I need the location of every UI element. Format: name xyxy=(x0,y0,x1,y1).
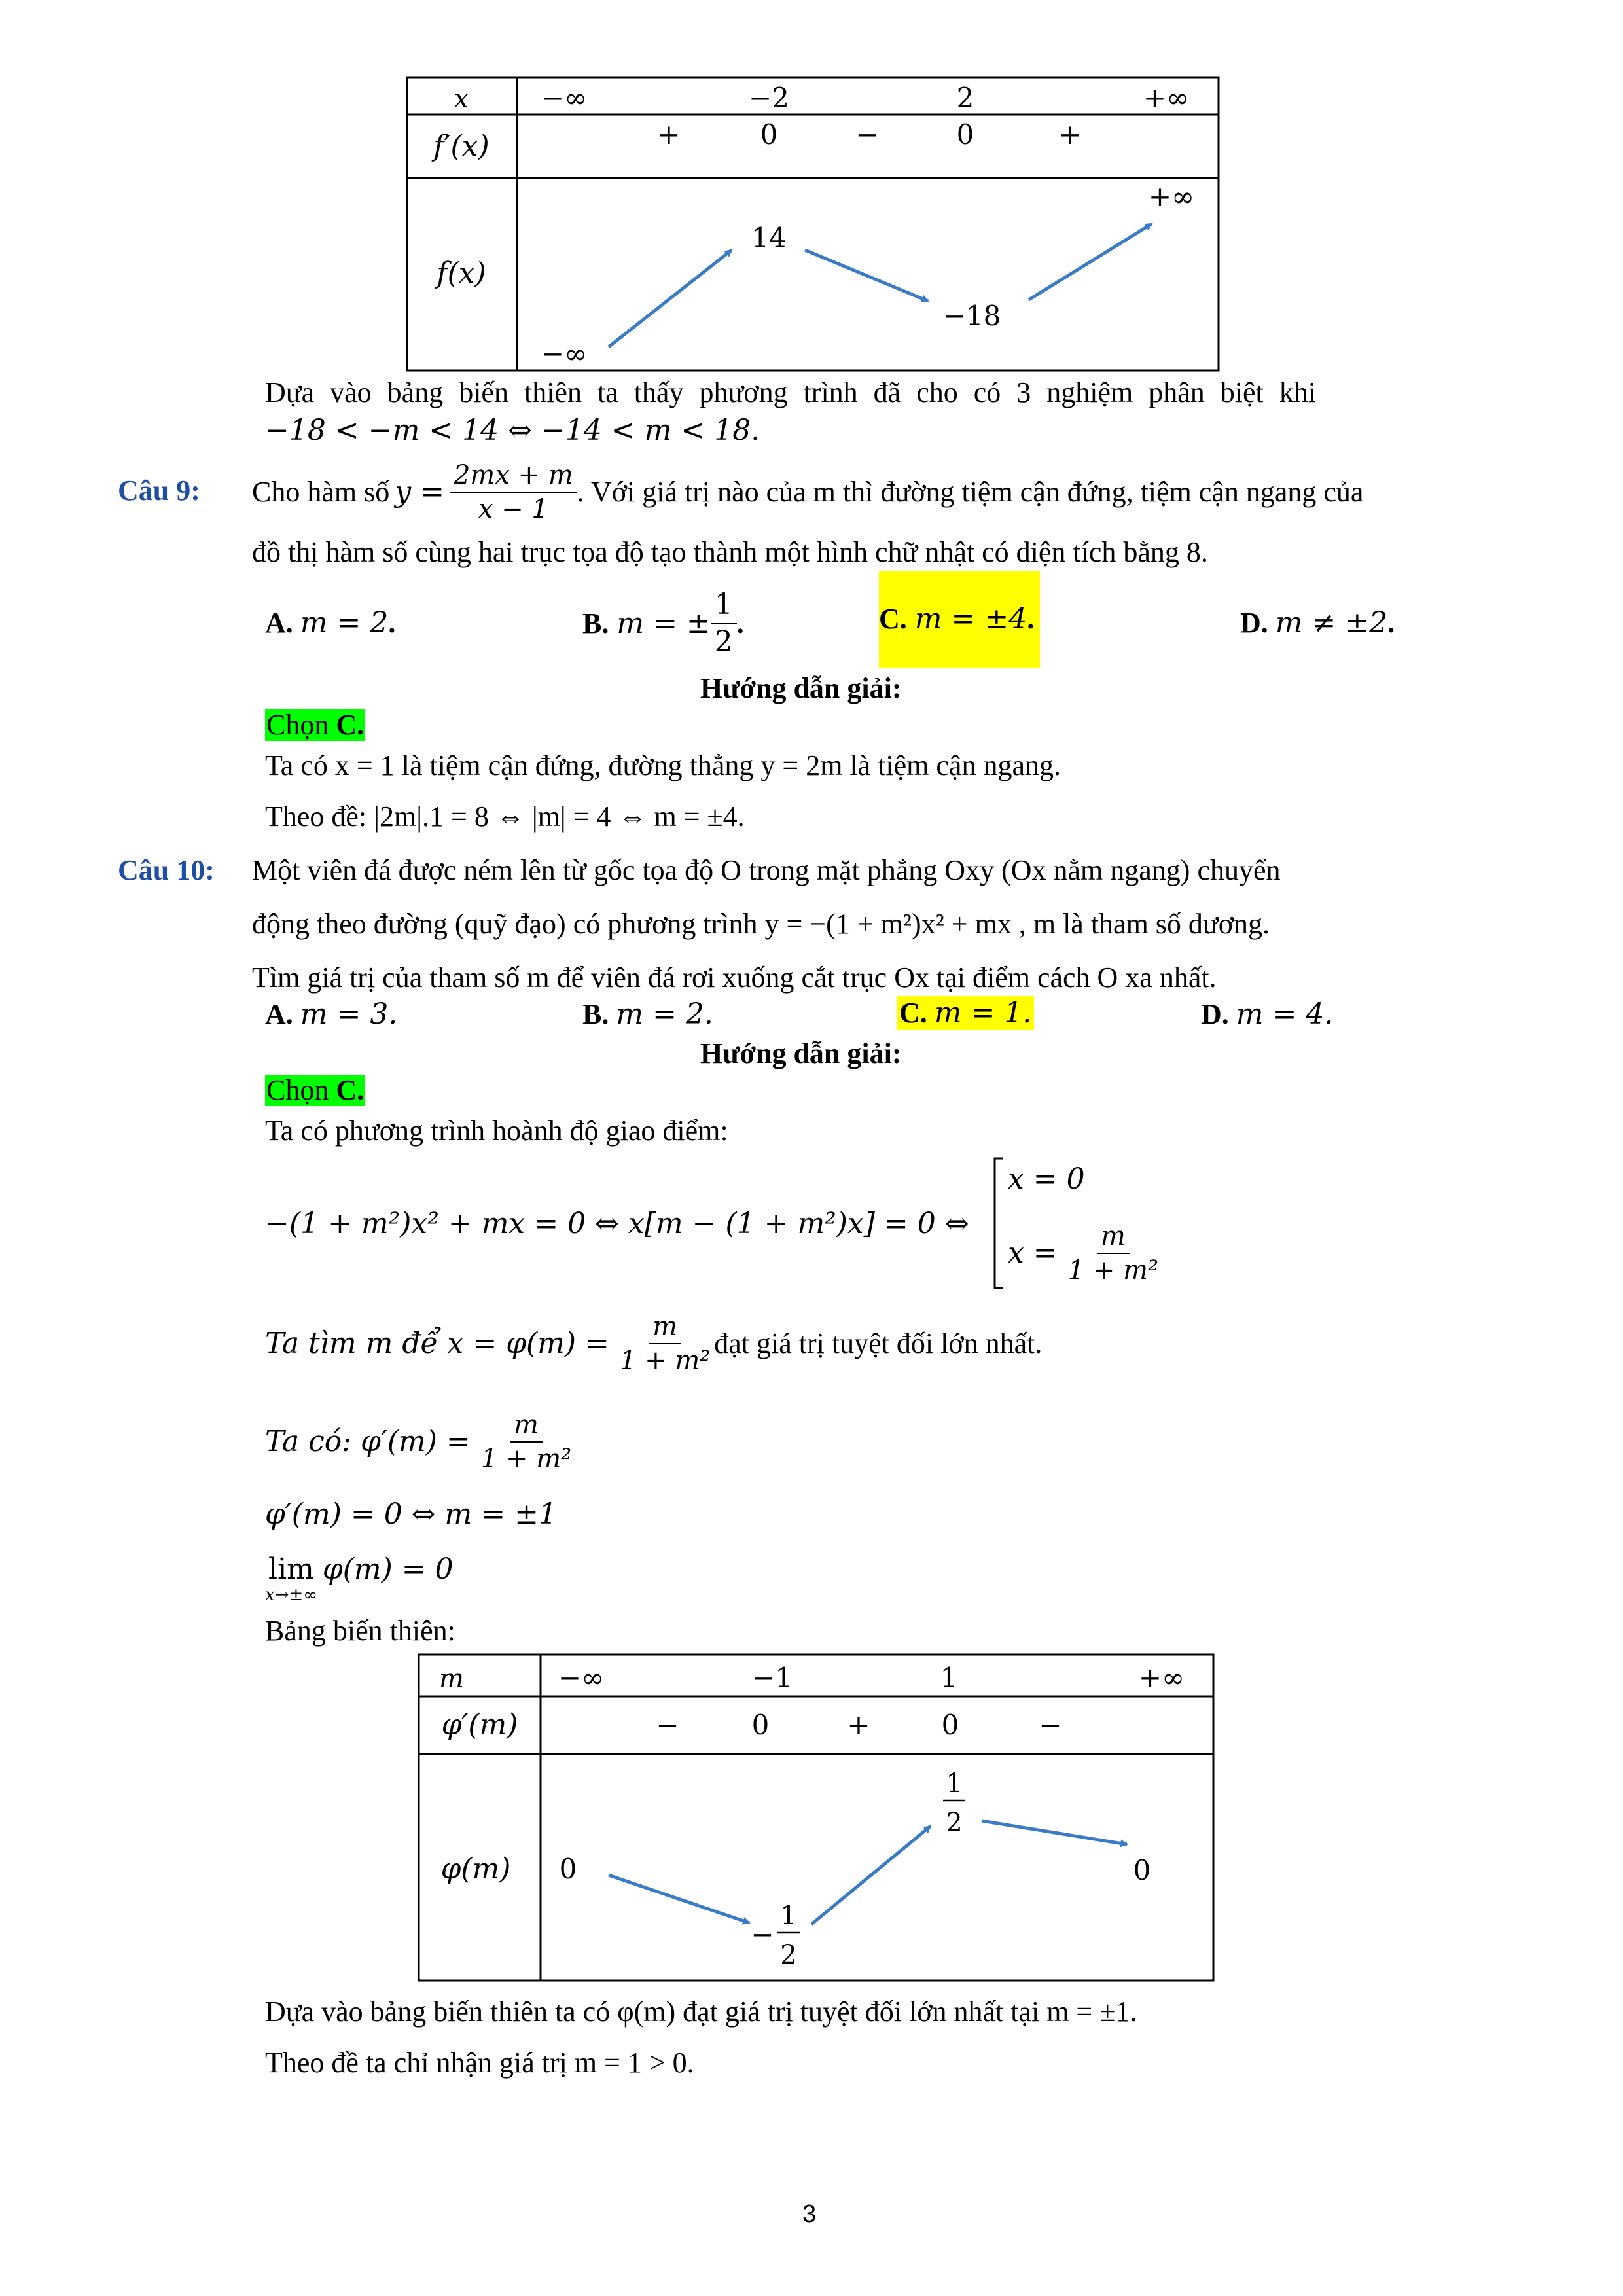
q9-fraction xyxy=(450,461,577,523)
table2-m-value: 1 xyxy=(940,1662,958,1694)
q10-sol3-pre: Ta có: φ′(m) = xyxy=(265,1424,471,1458)
q10-sol2-num: m xyxy=(649,1313,681,1344)
q9-option-d: D. m ≠ ±2. xyxy=(1240,606,1395,639)
q9-option-b-num: 1 xyxy=(711,590,737,624)
table2-phi-max-den: 2 xyxy=(946,1808,963,1838)
q10-option-d-text: m = 4. xyxy=(1236,997,1334,1031)
table1-x-value: +∞ xyxy=(1143,82,1190,114)
q10-sol3-num: m xyxy=(510,1411,543,1443)
table2-phi-min-num: 1 xyxy=(780,1901,797,1931)
table1-fp-sign: 0 xyxy=(760,118,778,151)
table1-f-value: −18 xyxy=(942,300,1001,332)
q9-option-a-text: m = 2 xyxy=(300,606,389,639)
q10-sol2-post: đạt giá trị tuyệt đối lớn nhất. xyxy=(714,1327,1043,1359)
q10-line3: Tìm giá trị của tham số m để viên đá rơi xuống cắt trục Ox tại điểm cách O xa nhất. xyxy=(252,961,1217,994)
q9-solution-line2: Theo đề: |2m|.1 = 8 ⇔ |m| = 4 ⇔ m = ±4. xyxy=(265,800,745,833)
conclusion8-line2: −18 < −m < 14 ⇔ −14 < m < 18. xyxy=(265,414,760,447)
q10-option-c-text: m = 1. xyxy=(934,996,1032,1030)
q10-sol3-fraction xyxy=(477,1411,575,1473)
table2-phi-left: 0 xyxy=(559,1853,577,1885)
q10-sol2-fraction xyxy=(616,1313,714,1374)
q10-limit-word-group xyxy=(265,1552,317,1605)
table1-x-value: 2 xyxy=(956,82,974,114)
q10-case2-pre: x = xyxy=(1008,1236,1058,1270)
q9-option-d-text: m ≠ ±2 xyxy=(1275,606,1388,639)
q10-option-a xyxy=(265,997,398,1031)
table2-m-value: −∞ xyxy=(558,1662,605,1694)
page-number: 3 xyxy=(802,2200,817,2228)
table2-phi-max-num: 1 xyxy=(946,1768,963,1799)
q9-option-a-label: A. xyxy=(265,607,293,639)
variation-table-2 xyxy=(0,1636,1623,2003)
q10-choose-answer: C. xyxy=(336,1074,365,1106)
table2-phi-label: φ(m) xyxy=(440,1852,511,1886)
q9-text1b: . Với giá trị nào của m thì đường tiệm cận đứng, tiệm cận ngang của xyxy=(577,476,1364,508)
q10-sol3-den: 1 + m² xyxy=(480,1443,572,1474)
q10-guide-heading: Hướng dẫn giải: xyxy=(700,1037,902,1069)
table1-f-label: f(x) xyxy=(437,257,486,290)
q10-limit-word: lim xyxy=(268,1552,314,1586)
q10-option-b xyxy=(582,997,713,1031)
table2-arrow-down xyxy=(609,1875,749,1923)
table1-x-value: −∞ xyxy=(541,82,588,114)
q10-option-d xyxy=(1201,997,1334,1031)
q10-solution-line3 xyxy=(265,1401,575,1482)
q10-sol2-pre: Ta tìm m để x = φ(m) = xyxy=(265,1326,609,1360)
table2-phi-min-den: 2 xyxy=(780,1940,797,1970)
q10-case2-fraction xyxy=(1064,1223,1162,1284)
q10-solution-line4: φ′(m) = 0 ⇔ m = ±1 xyxy=(265,1498,557,1531)
q10-case2 xyxy=(1008,1214,1162,1293)
table2-phip-sign: − xyxy=(1039,1709,1062,1741)
q10-conclusion-line2: Theo đề ta chỉ nhận giá trị m = 1 > 0. xyxy=(265,2047,694,2079)
table2-arrow-up xyxy=(812,1826,931,1924)
table1-fp-sign: 0 xyxy=(956,118,974,151)
q10-option-b-label: B. xyxy=(582,998,609,1030)
q9-label: Câu 9: xyxy=(118,475,200,507)
table1-fp-sign: − xyxy=(855,118,879,151)
q10-option-c xyxy=(897,996,1034,1030)
q10-bbt-title: Bảng biến thiên: xyxy=(265,1615,455,1647)
q9-option-c-label: C. xyxy=(879,603,907,635)
q9-option-b-den: 2 xyxy=(714,624,733,658)
q10-case2-num: m xyxy=(1097,1223,1130,1254)
table1-f-value: −∞ xyxy=(541,338,588,370)
q10-limit xyxy=(265,1552,454,1605)
q9-option-c: C. m = ±4 . xyxy=(879,571,1040,668)
table2-arrow-down xyxy=(982,1821,1127,1844)
q10-choose-pre: Chọn xyxy=(266,1074,336,1106)
q9-choose-answer: C. xyxy=(336,709,365,741)
q9-option-a: A. m = 2. xyxy=(265,606,396,639)
q9-solution-line1: Ta có x = 1 là tiệm cận đứng, đường thẳng y = 2m là tiệm cận ngang. xyxy=(265,749,1061,781)
q10-line1: Một viên đá được ném lên từ gốc tọa độ O trong mặt phẳng Oxy (Ox nằm ngang) chuyển xyxy=(252,854,1281,886)
table1-x-value: −2 xyxy=(749,82,789,114)
q10-option-c-label: C. xyxy=(899,997,927,1029)
table1-arrow-down xyxy=(805,250,928,301)
table2-m-label: m xyxy=(439,1664,464,1694)
table2-phi-right: 0 xyxy=(1133,1854,1151,1886)
q10-sol2-den: 1 + m² xyxy=(619,1345,711,1376)
table1-f-value: +∞ xyxy=(1148,181,1195,213)
table1-f-value: 14 xyxy=(751,222,787,254)
q9-guide-heading: Hướng dẫn giải: xyxy=(700,672,902,704)
q9-line1 xyxy=(252,453,1363,531)
q9-option-b-fraction xyxy=(711,590,737,656)
q10-label: Câu 10: xyxy=(118,854,215,886)
q9-choose-pre: Chọn xyxy=(266,709,336,741)
q9-option-d-label: D. xyxy=(1240,607,1268,639)
variation-table-1 xyxy=(0,0,1623,393)
q9-option-b-label: B. xyxy=(582,607,609,639)
q10-solution-line1: Ta có phương trình hoành độ giao điểm: xyxy=(265,1115,728,1147)
q10-equation-left: −(1 + m²)x² + mx = 0 ⇔ x[m − (1 + m²)x] = 0 ⇔ xyxy=(265,1207,969,1240)
q9-choose xyxy=(265,709,365,741)
q9-option-c-text: m = ±4 xyxy=(914,602,1027,636)
table2-phip-sign: − xyxy=(656,1709,679,1741)
q10-solution-line2 xyxy=(265,1302,1042,1384)
q10-option-a-text: m = 3. xyxy=(300,997,398,1031)
table1-fp-label: f′(x) xyxy=(433,130,490,163)
table2-phip-sign: 0 xyxy=(941,1709,959,1741)
q9-fn-y: y = xyxy=(395,475,444,509)
q9-fraction-den: x − 1 xyxy=(478,494,548,524)
q9-option-b-text: m = ± xyxy=(616,606,711,640)
q10-conclusion-line1: Dựa vào bảng biến thiên ta có φ(m) đạt giá trị tuyệt đối lớn nhất tại m = ±1. xyxy=(265,1996,1137,2028)
q10-option-d-label: D. xyxy=(1201,998,1229,1030)
q10-case2-den: 1 + m² xyxy=(1067,1255,1159,1285)
q10-line2: động theo đường (quỹ đạo) có phương trình y = −(1 + m²)x² + mx , m là tham số dương. xyxy=(252,908,1270,940)
q10-choose xyxy=(265,1075,365,1106)
table2-m-value: −1 xyxy=(752,1662,793,1694)
table2-phip-sign: + xyxy=(847,1709,870,1741)
q9-fraction-num: 2mx + m xyxy=(450,461,577,493)
table2-m-value: +∞ xyxy=(1138,1662,1185,1694)
q10-case1: x = 0 xyxy=(1008,1162,1085,1196)
q9-option-b: B. m = ± $\frac{1}{2}$ . xyxy=(582,588,744,658)
q9-line2: đồ thị hàm số cùng hai trục tọa độ tạo thành một hình chữ nhật có diện tích bằng 8. xyxy=(252,536,1208,568)
q10-limit-sub: x→±∞ xyxy=(265,1585,317,1605)
table2-phi-min-sign: − xyxy=(751,1918,774,1950)
conclusion8-line1: Dựa vào bảng biến thiên ta thấy phương trình đã cho có 3 nghiệm phân biệt khi xyxy=(265,376,1316,408)
table1-arrow-up xyxy=(609,250,732,347)
q10-option-a-label: A. xyxy=(265,998,293,1030)
table1-fp-sign: + xyxy=(1058,118,1082,151)
q10-option-b-text: m = 2. xyxy=(616,997,713,1031)
table2-phip-label: φ′(m) xyxy=(441,1708,518,1742)
table1-fp-sign: + xyxy=(657,118,681,151)
q9-text1a: Cho hàm số xyxy=(252,476,390,508)
table1-arrow-up xyxy=(1029,224,1152,300)
table1-x-label: x xyxy=(454,84,469,114)
q10-limit-rest: φ(m) = 0 xyxy=(322,1552,454,1586)
table2-phip-sign: 0 xyxy=(751,1709,770,1741)
